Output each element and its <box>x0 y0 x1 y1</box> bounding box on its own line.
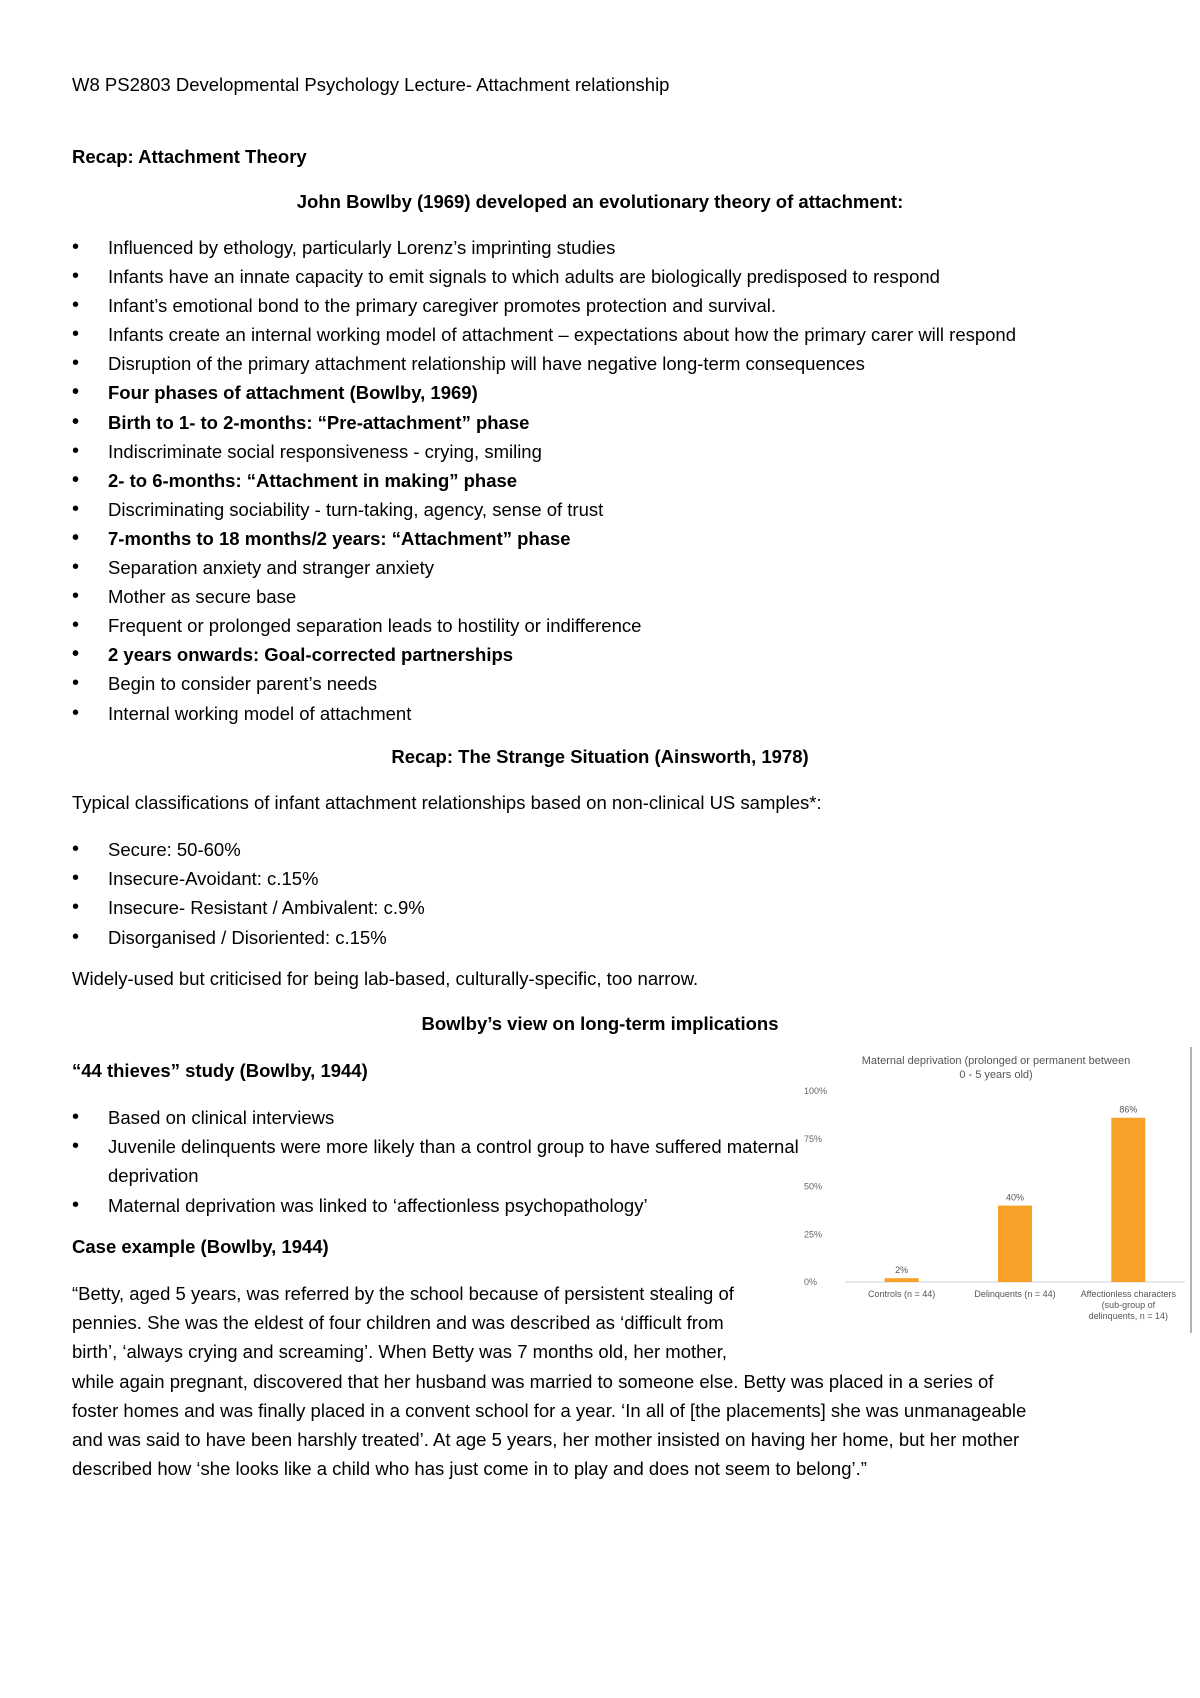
list-item: • Disruption of the primary attachment relationship will have negative long-term consequences <box>72 349 1016 378</box>
x-category-label: Delinquents (n = 44) <box>974 1289 1056 1299</box>
list-item: • Indiscriminate social responsiveness - crying, smiling <box>72 437 1016 466</box>
x-category-label: (sub-group of <box>1101 1300 1156 1310</box>
list-item: • Infants create an internal working model of attachment – expectations about how the primary carer will respond <box>72 320 1016 349</box>
case-text-line: “Betty, aged 5 years, was referred by the school because of persistent stealing of <box>72 1283 734 1304</box>
list-item: • 2- to 6-months: “Attachment in making” phase <box>72 466 1016 495</box>
y-tick-label: 25% <box>804 1229 823 1240</box>
maternal-deprivation-chart <box>800 1047 1192 1333</box>
list-item: • Based on clinical interviews <box>72 1103 844 1132</box>
recap-attachment-heading: Recap: Attachment Theory <box>72 146 307 167</box>
x-category-label: Controls (n = 44) <box>868 1289 936 1299</box>
list-item: • Insecure-Avoidant: c.15% <box>72 864 425 893</box>
list-item: • Mother as secure base <box>72 582 1016 611</box>
y-tick-label: 75% <box>804 1133 823 1144</box>
list-item: • 2 years onwards: Goal-corrected partnerships <box>72 640 1016 669</box>
list-item: • Influenced by ethology, particularly Lorenz’s imprinting studies <box>72 233 1016 262</box>
case-text-line: described how ‘she looks like a child who has just come in to play and does not seem to belong’.” <box>72 1458 867 1480</box>
bar <box>885 1278 919 1282</box>
strange-situation-heading: Recap: The Strange Situation (Ainsworth, 1978) <box>391 746 809 767</box>
list-item: • Discriminating sociability - turn-taking, agency, sense of trust <box>72 495 1016 524</box>
case-text-line: pennies. She was the eldest of four children and was described as ‘difficult from <box>72 1312 724 1334</box>
case-example-heading: Case example (Bowlby, 1944) <box>72 1236 329 1257</box>
list-item: • Secure: 50-60% <box>72 835 425 864</box>
x-category-label: delinquents, n = 14) <box>1088 1311 1168 1321</box>
bowlby-heading: John Bowlby (1969) developed an evolutionary theory of attachment: <box>296 191 904 212</box>
chart-title: Maternal deprivation (prolonged or permanent between 0 - 5 years old) <box>861 1055 1131 1081</box>
list-item: • Four phases of attachment (Bowlby, 1969) <box>72 378 1016 407</box>
strange-situation-list <box>72 835 425 952</box>
list-item: • Juvenile delinquents were more likely than a control group to have suffered maternal deprivation <box>72 1132 844 1190</box>
list-item: • Disorganised / Disoriented: c.15% <box>72 923 425 952</box>
thieves-study-list <box>72 1103 844 1220</box>
bar-value-label: 86% <box>1119 1104 1138 1115</box>
list-item: • 7-months to 18 months/2 years: “Attachment” phase <box>72 524 1016 553</box>
list-item: • Internal working model of attachment <box>72 699 1016 728</box>
list-item: • Separation anxiety and stranger anxiety <box>72 553 1016 582</box>
list-item: • Begin to consider parent’s needs <box>72 669 1016 698</box>
thieves-study-heading: “44 thieves” study (Bowlby, 1944) <box>72 1060 368 1081</box>
list-item: • Insecure- Resistant / Ambivalent: c.9% <box>72 893 425 922</box>
list-item: • Maternal deprivation was linked to ‘affectionless psychopathology’ <box>72 1191 844 1220</box>
bar <box>998 1206 1032 1282</box>
strange-situation-intro: Typical classifications of infant attachment relationships based on non-clinical US samples*: <box>72 792 822 813</box>
bar-value-label: 40% <box>1005 1192 1025 1203</box>
bar-value-label: 2% <box>895 1265 909 1276</box>
list-item: • Frequent or prolonged separation leads to hostility or indifference <box>72 611 1016 640</box>
long-term-heading: Bowlby’s view on long-term implications <box>421 1013 779 1034</box>
case-text-line: birth’, ‘always crying and screaming’. When Betty was 7 months old, her mother, <box>72 1341 727 1363</box>
document-header: W8 PS2803 Developmental Psychology Lecture- Attachment relationship <box>72 74 670 95</box>
bowlby-points-list <box>72 233 1016 728</box>
list-item: • Birth to 1- to 2-months: “Pre-attachment” phase <box>72 408 1016 437</box>
x-category-label: Affectionless characters <box>1080 1289 1177 1299</box>
strange-situation-note: Widely-used but criticised for being lab-based, culturally-specific, too narrow. <box>72 968 699 989</box>
y-tick-label: 50% <box>804 1181 823 1192</box>
list-item: • Infants have an innate capacity to emit signals to which adults are biologically predisposed to respond <box>72 262 1016 291</box>
case-text-line: and was said to have been harshly treated’. At age 5 years, her mother insisted on having her home, but her mother <box>72 1429 1020 1451</box>
y-tick-label: 100% <box>804 1086 828 1096</box>
case-text-line: while again pregnant, discovered that her husband was married to someone else. Betty was placed in a series of <box>72 1370 994 1392</box>
y-tick-label: 0% <box>804 1277 818 1287</box>
chart-svg <box>800 1047 1192 1333</box>
list-item: • Infant’s emotional bond to the primary caregiver promotes protection and survival. <box>72 291 1016 320</box>
bar <box>1111 1118 1145 1282</box>
case-text-line: foster homes and was finally placed in a convent school for a year. ‘In all of [the placements] she was unmanageable <box>72 1399 1027 1421</box>
